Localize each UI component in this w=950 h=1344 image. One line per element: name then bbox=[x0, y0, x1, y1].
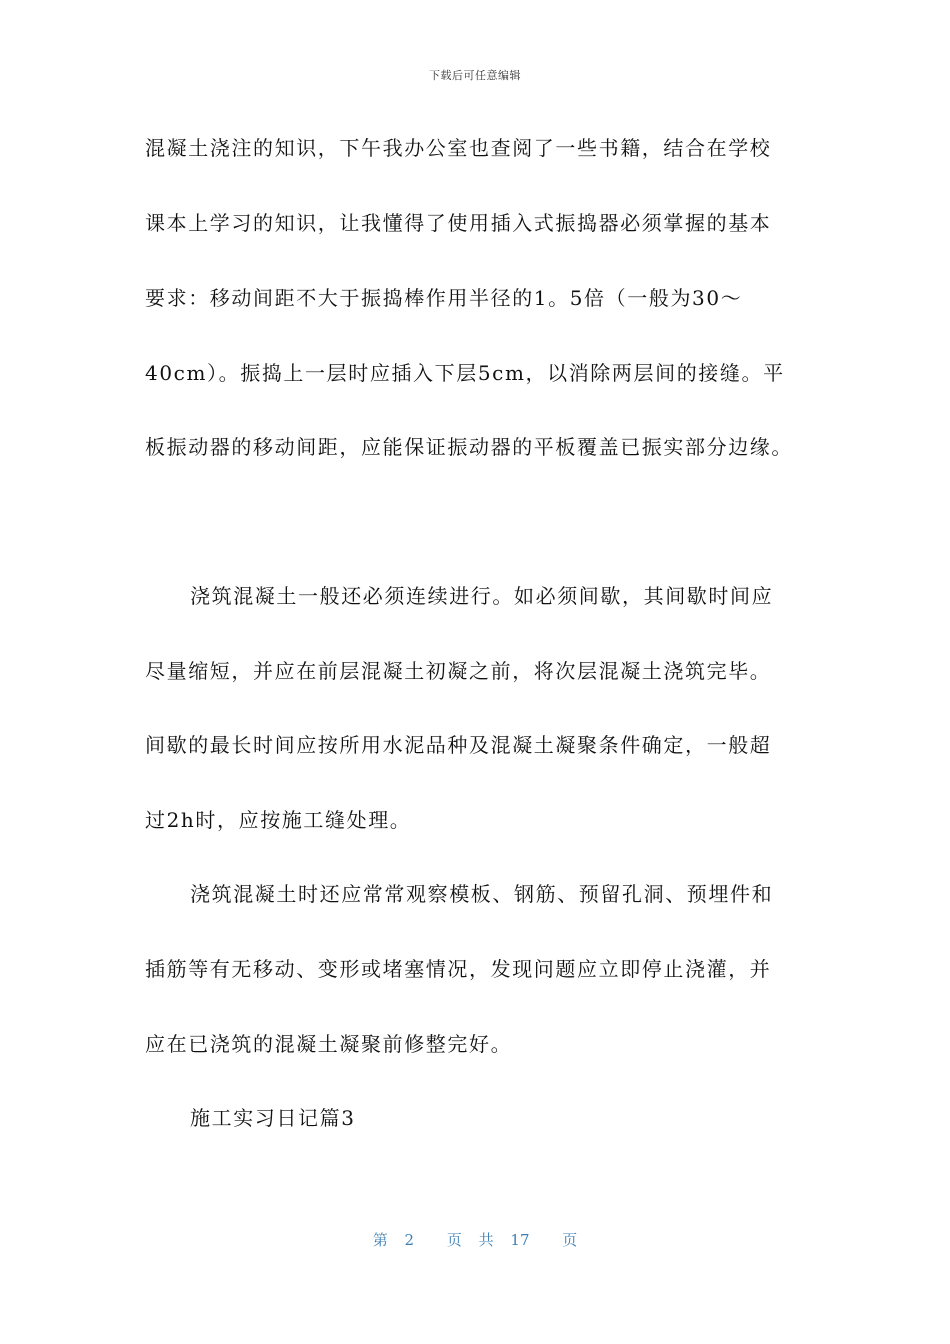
page-suffix: 页 bbox=[562, 1231, 578, 1249]
paragraph-1-line-1: 混凝土浇注的知识，下午我办公室也查阅了一些书籍，结合在学校 bbox=[145, 136, 772, 160]
paragraph-2-line-4: 过2h时，应按施工缝处理。 bbox=[145, 808, 412, 832]
page-word: 页 bbox=[446, 1231, 462, 1249]
total-prefix: 共 bbox=[478, 1231, 494, 1249]
paragraph-1-line-4: 40cm）。振捣上一层时应插入下层5cm，以消除两层间的接缝。平 bbox=[145, 361, 785, 385]
paragraph-2-line-3: 间歇的最长时间应按所用水泥品种及混凝土凝聚条件确定，一般超 bbox=[145, 733, 772, 757]
paragraph-2-line-1: 浇筑混凝土一般还必须连续进行。如必须间歇，其间歇时间应 bbox=[190, 584, 774, 608]
current-page-number: 2 bbox=[404, 1231, 415, 1249]
paragraph-3-line-2: 插筋等有无移动、变形或堵塞情况，发现问题应立即停止浇灌，并 bbox=[145, 957, 772, 981]
section-heading: 施工实习日记篇3 bbox=[190, 1106, 356, 1130]
paragraph-1-line-3: 要求：移动间距不大于振捣棒作用半径的1。5倍（一般为30～ bbox=[145, 286, 743, 310]
paragraph-3-line-1: 浇筑混凝土时还应常常观察模板、钢筋、预留孔洞、预埋件和 bbox=[190, 882, 774, 906]
page-prefix: 第 bbox=[372, 1231, 388, 1249]
paragraph-2-line-2: 尽量缩短，并应在前层混凝土初凝之前，将次层混凝土浇筑完毕。 bbox=[145, 659, 772, 683]
paragraph-3-line-3: 应在已浇筑的混凝土凝聚前修整完好。 bbox=[145, 1032, 513, 1056]
page-footer bbox=[0, 1229, 950, 1250]
total-pages-number: 17 bbox=[510, 1231, 530, 1249]
paragraph-1-line-2: 课本上学习的知识，让我懂得了使用插入式振捣器必须掌握的基本 bbox=[145, 211, 772, 235]
page-header: 下载后可任意编辑 bbox=[429, 69, 521, 82]
paragraph-1-line-5: 板振动器的移动间距，应能保证振动器的平板覆盖已振实部分边缘。 bbox=[145, 435, 793, 459]
